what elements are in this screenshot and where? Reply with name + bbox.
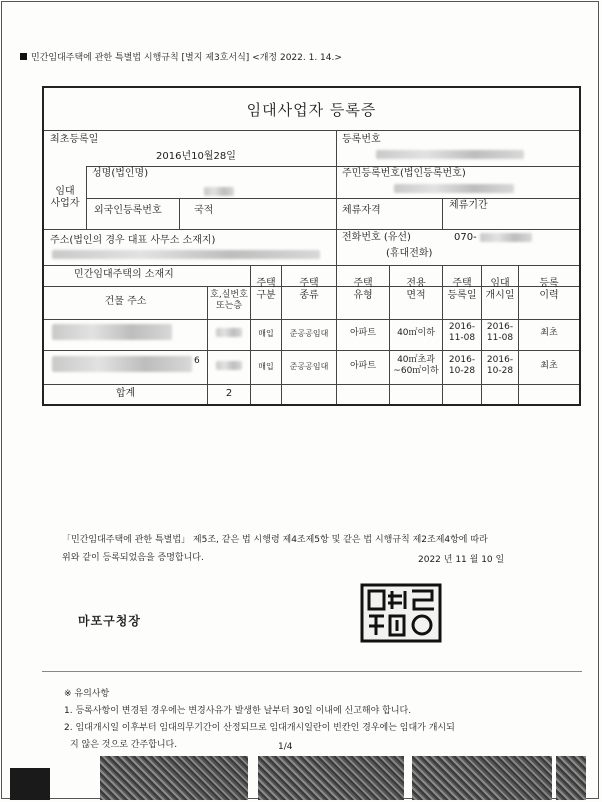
row2-address-suffix: 6 (194, 356, 200, 366)
scan-shadow (10, 768, 50, 800)
reg-date-header: 주택 등록일 (447, 278, 477, 301)
row2-history: 최초 (540, 361, 558, 371)
name-redacted (204, 187, 234, 196)
row2-category: 매입 (258, 362, 274, 371)
start-date-header: 임대 개시일 (485, 278, 515, 301)
note-item-1: 1. 등록사항이 변경된 경우에는 변경사유가 발생한 날부터 30일 이내에 신고해야 합니다. (64, 706, 412, 716)
mobile-label: (휴대전화) (386, 248, 433, 259)
notes-title: ※ 유의사항 (64, 689, 110, 699)
document-title: 임대사업자 등록증 (246, 101, 377, 119)
row1-type: 아파트 (349, 328, 377, 338)
bullet-square-icon (20, 53, 27, 60)
form-header: 민간임대주택에 관한 특별법 시행규칙 [별지 제3호서식] <개정 2022. 1. 14.> (20, 50, 342, 63)
row1-unit-redacted (216, 328, 242, 337)
notes-section (64, 686, 455, 754)
location-header: 민간임대주택의 소재지 (74, 269, 174, 280)
row1-area: 40㎡이하 (397, 328, 435, 338)
registration-table (42, 86, 581, 406)
foreigner-no-label: 외국인등록번호 (94, 205, 162, 216)
total-label: 합계 (115, 388, 136, 399)
certification-text: 「민간임대주택에 관한 특별법」 제5조, 같은 법 시행령 제4조제5항 및 같은 법 시행규칙 제2조제4항에 따라 위와 같이 등록되었음을 증명합니다. (62, 535, 488, 563)
page-indicator: 1/4 (278, 742, 293, 752)
name-label: 성명(법인명) (92, 168, 149, 179)
history-header: 등록 이력 (539, 278, 559, 301)
issue-date: 2022 년 11 월 10 일 (418, 555, 505, 565)
category-header: 주택 구분 (256, 278, 276, 301)
row2-reg-date: 2016- 10-28 (448, 355, 476, 376)
resident-no-label: 주민등록번호(법인등록번호) (342, 168, 466, 179)
stay-status-label: 체류자격 (342, 205, 381, 216)
row1-category: 매입 (258, 329, 274, 338)
row2-address-redacted (52, 356, 192, 372)
resident-no-redacted (394, 184, 514, 193)
row2-unit-redacted (216, 361, 242, 370)
building-address-header: 건물 주소 (104, 296, 147, 307)
note-item-2: 2. 임대개시일 이후부터 임대의무기간이 산정되므로 임대개시일란이 빈칸인 경우에는 임대가 개시되 (64, 723, 455, 733)
row2-kind: 준공공임대 (289, 362, 329, 371)
stay-period-label: 체류기간 (449, 200, 488, 211)
row1-address-redacted (52, 324, 172, 340)
scan-thumbnail (100, 756, 248, 800)
official-seal-icon (356, 582, 446, 644)
issuing-authority: 마포구청장 (78, 614, 141, 628)
note-item-2-continued: 지 않은 것으로 간주합니다. (70, 740, 178, 750)
row1-reg-date: 2016- 11-08 (448, 322, 476, 343)
address-redacted (52, 250, 320, 259)
total-value: 2 (225, 388, 233, 399)
scan-thumbnail (556, 756, 586, 800)
row1-history: 최초 (540, 328, 558, 338)
kind-header: 주택 종류 (299, 278, 319, 301)
phone-label: 전화번호 (유선) (342, 232, 411, 243)
type-header: 주택 유형 (353, 278, 373, 301)
notes-divider (42, 671, 582, 672)
row1-start-date: 2016- 11-08 (486, 322, 514, 343)
unit-header: 호,실번호 또는층 (210, 290, 248, 311)
area-header: 전용 면적 (406, 278, 426, 301)
nationality-label: 국적 (194, 205, 214, 216)
scan-thumbnail (412, 756, 552, 800)
phone-redacted (480, 233, 532, 242)
row2-start-date: 2016- 10-28 (486, 355, 514, 376)
registration-no-label: 등록번호 (342, 134, 381, 145)
address-label: 주소(법인의 경우 대표 사무소 소재지) (50, 235, 216, 246)
first-registration-label: 최초등록일 (50, 134, 99, 145)
scan-thumbnail (258, 756, 404, 800)
row2-area: 40㎡초과 ~60㎡이하 (393, 355, 439, 376)
row1-kind: 준공공임대 (289, 329, 329, 338)
first-registration-value: 2016년10월28일 (156, 151, 236, 162)
row2-type: 아파트 (349, 361, 377, 371)
registration-no-redacted (376, 150, 524, 159)
lessor-section-label: 임대 사업자 (50, 186, 80, 209)
phone-prefix: 070- (454, 232, 477, 243)
